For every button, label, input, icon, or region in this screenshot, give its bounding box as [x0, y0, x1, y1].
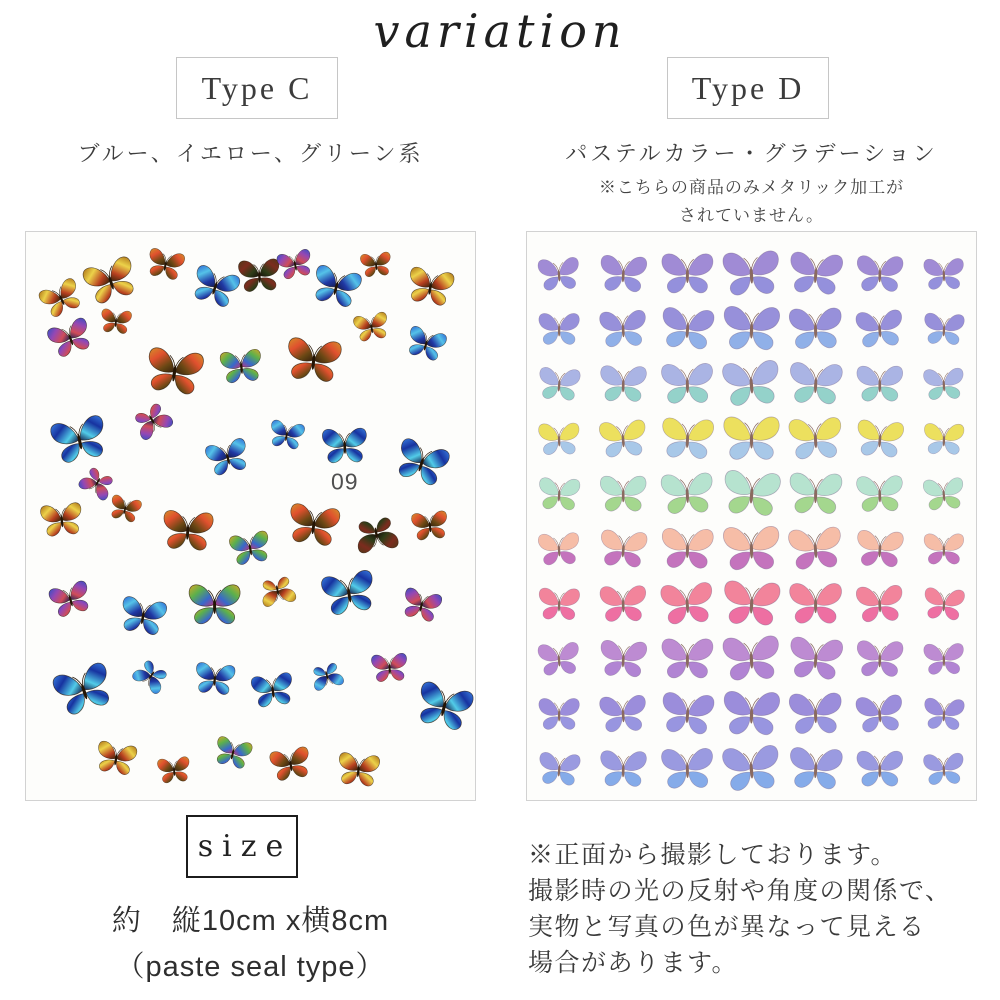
type-d-label: Type D [691, 69, 805, 106]
disclaimer-line: ※正面から撮影しております。 [528, 841, 898, 869]
type-c-subtitle: ブルー、イエロー、グリーン系 [77, 141, 424, 166]
type-c-label: Type C [201, 69, 313, 106]
sheet-number-label: 09 [330, 468, 359, 495]
size-dimensions-text: 約 縦10cm x横8cm [111, 905, 390, 937]
type-d-label-box [667, 57, 829, 119]
disclaimer-line: 撮影時の光の反射や角度の関係で、 [528, 877, 952, 905]
page-title: variation [373, 4, 627, 58]
type-d-sticker-sheet-image [526, 231, 977, 801]
photo-disclaimer-text [528, 837, 990, 981]
disclaimer-line: 実物と写真の色が異なって見える [528, 913, 926, 941]
size-label: size [197, 829, 293, 864]
disclaimer-line: 場合があります。 [528, 949, 739, 977]
type-c-label-box [176, 57, 338, 119]
size-label-box [186, 815, 298, 878]
type-d-note-line-2: されていません。 [678, 206, 825, 225]
type-d-subtitle: パステルカラー・グラデーション [565, 141, 938, 166]
type-d-note-line-1: ※こちらの商品のみメタリック加工が [598, 178, 905, 197]
type-c-sticker-sheet-image [25, 231, 476, 801]
size-seal-type-text: （paste seal type） [115, 951, 386, 983]
